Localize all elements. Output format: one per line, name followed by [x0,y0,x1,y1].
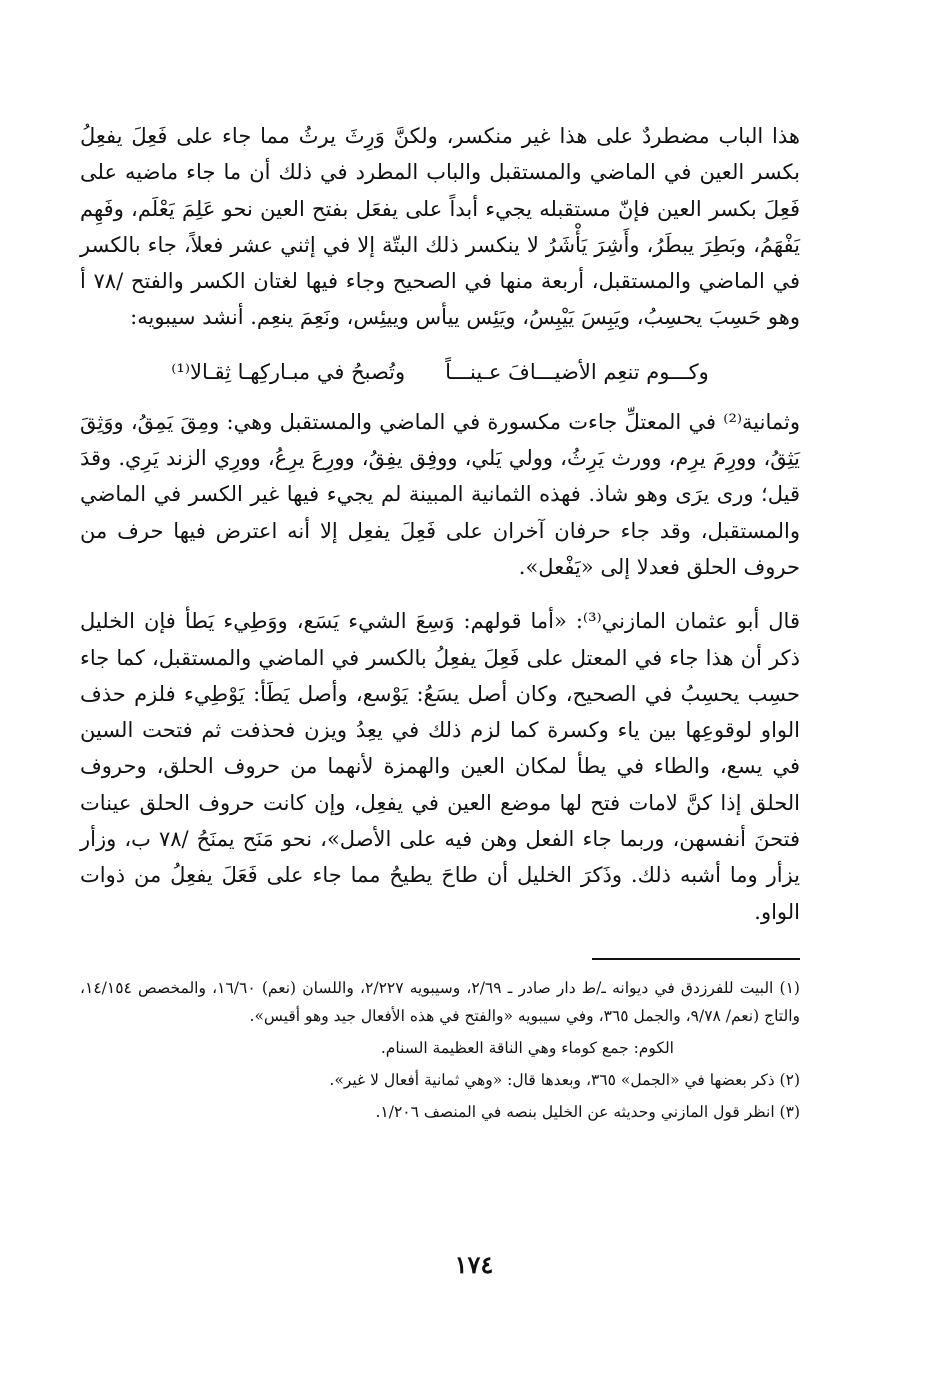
paragraph-2: وثمانية⁽²⁾ في المعتلِّ جاءت مكسورة في الماضي والمستقبل وهي: ومِقَ يَمِقُ، ووَثِقَ يَثِقُ، وورِمَ يرِم، وورث يَرِثُ، وولي يَلي، ووفِق يفِقُ، وورِعَ يرِعُ، وورِي الزند يَرِي. وقدَ قيل؛ ورى يرَى وهو شاذ. فهذه الثمانية المبينة لم يجيء فيها غير الكسر في الماضي والمستقبل، وقد جاء حرفان آخران على فَعِلَ يفعِل إلا أنه اعترض فيها حرف من حروف الحلق فعدلا إلى «يَفْعل». [80,409,800,579]
poem-second-hemistich: وتُصبحُ في مبـاركِهـا ثِقـالا⁽¹⁾ [171,359,406,384]
paragraph-1: هذا الباب مضطردٌ على هذا غير منكسر، ولكنَّ وَرِثَ يرثُ مما جاء على فَعِلَ يفعِلُ بكسر العين في الماضي والمستقبل والباب المطرد في ذلك أن ما جاء ماضيه على فَعِلَ بكسر العين فإنّ مستقبله يجيء أبداً على يفعَل بفتح العين نحو عَلِمَ يَعْلَم، وفَهِم يَفْهَمُ، وبَطِرَ يبطَرُ، وأَشِرَ يَأْشَرُ لا ينكسر ذلك البتّة إلا في إثني عشر فعلاً، جاء بالكسر في الماضي والمستقبل، أربعة منها في الصحيح وجاء فيها لغتان الكسر والفتح /٧٨ أ وهو حَسِبَ يحسِبُ، ويَبِسَ يَيْبِسُ، ويَئِس ييأس وييئِس، ونَعِمَ ينعِم. أنشد سيبويه: [80,124,800,330]
footnote-1-note: الكوم: جمع كوماء وهي الناقة العظيمة السنام. [380,1038,674,1057]
footnote-1: (١) البيت للفرزدق في ديوانه ـ/ط دار صادر ـ ٢/٦٩، وسيبويه ٢/٢٢٧، واللسان (نعم) ١٦/٦٠، والمخصص ١٤/١٥٤، والتاج (نعم/ ٩/٧٨، والجمل ٣٦٥، وفي سيبويه «والفتح في هذه الأفعال جيد وهو أقيس». [80,978,800,1025]
footnote-separator [592,958,800,960]
poem-verse [80,354,800,390]
poem-first-hemistich: وكـــوم تنعِم الأضيـــافَ عـينـــاً [445,359,709,384]
footnote-3: (٣) انظر قول المازني وحديثه عن الخليل بنصه في المنصف ١/٢٠٦. [375,1102,800,1121]
footnote-2: (٢) ذكر بعضها في «الجمل» ٣٦٥، وبعدها قال: «وهي ثمانية أفعال لا غير». [329,1070,800,1089]
paragraph-3: قال أبو عثمان المازني⁽³⁾: «أما قولهم: وَسِعَ الشيء يَسَع، ووَطِيء يَطأ فإن الخليل ذكر أن هذا جاء في المعتل على فَعِلَ يفعِلُ بالكسر في الماضي والمستقبل، كما جاء حسِب يحسِبُ في الصحيح، وكان أصل يسَعُ: يَوْسع، وأصل يَطَأ: يَوْطِيء فلزم حذف الواو لوقوعِها بين ياء وكسرة كما لزم ذلك في يعِدُ ويزن فحذفت ثم فتحت السين في يسع، والطاء في يطأ لمكان العين والهمزة لأنهما من حروف الحلق، وحروف الحلق إذا كنَّ لامات فتح لها موضع العين في يفعِل، وإن كانت حروف الحلق عينات فتحنَ أنفسهن، وربما جاء الفعل وهن فيه على الأصل»، نحو مَنَح يمنَحُ /٧٨ ب، وزأر يزأر وما أشبه ذلك. وذَكرَ الخليل أن طاحَ يطيحُ مما جاء على فَعَلَ يفعِلُ من ذوات الواو. [80,609,801,924]
page-number: ١٧٤ [454,1250,494,1279]
footnotes [80,974,800,1126]
page-body [80,118,800,1130]
